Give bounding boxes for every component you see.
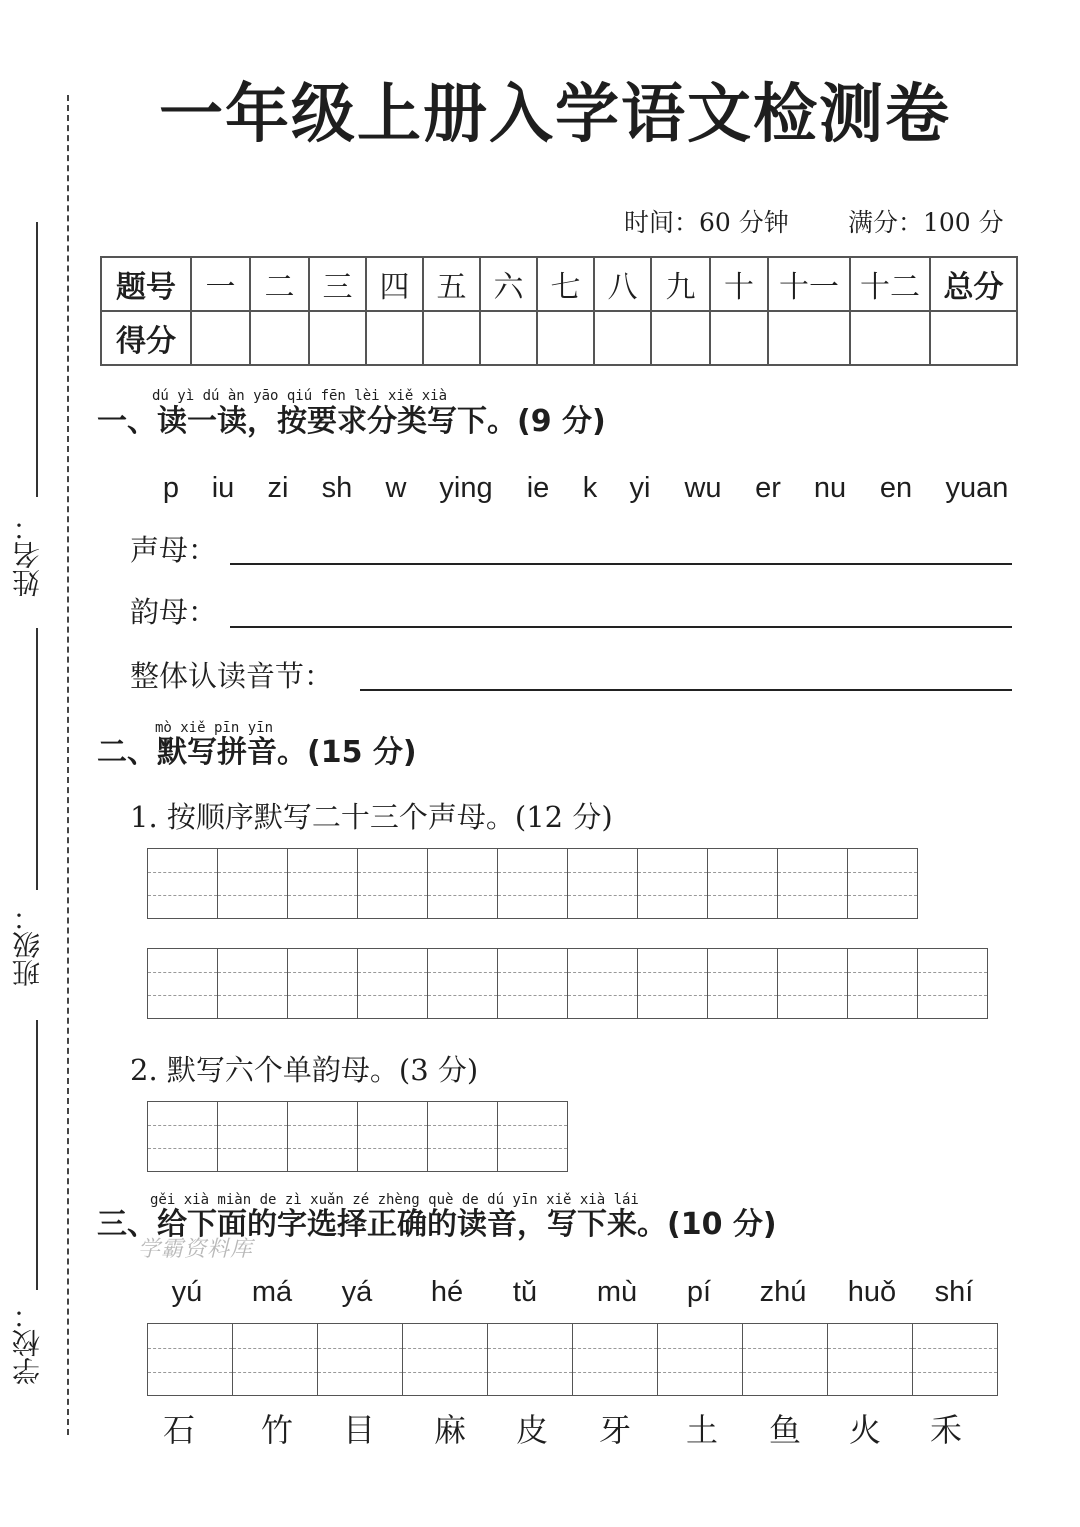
- class-write-line: [36, 628, 38, 890]
- q2-pinyin-note: mò xiě pīn yīn: [155, 720, 274, 736]
- question-number-head: 题号: [101, 257, 191, 311]
- writing-cell[interactable]: [357, 1101, 428, 1172]
- writing-cell[interactable]: [357, 848, 428, 919]
- column-head: 十一: [768, 257, 850, 311]
- column-head: 一: [191, 257, 250, 311]
- q2-sub2-title: 2. 默写六个单韵母。(3 分): [130, 1053, 479, 1087]
- score-cell[interactable]: [250, 311, 309, 365]
- writing-cell[interactable]: [637, 848, 708, 919]
- page-title: 一年级上册入学语文检测卷: [159, 78, 951, 152]
- column-head: 四: [366, 257, 423, 311]
- character-item: 鱼: [768, 1411, 802, 1449]
- writing-cell[interactable]: [742, 1323, 828, 1396]
- column-head: 十: [710, 257, 768, 311]
- letter-item: zi: [267, 472, 289, 504]
- writing-cell[interactable]: [217, 848, 288, 919]
- score-cell[interactable]: [537, 311, 594, 365]
- column-head: 二: [250, 257, 309, 311]
- yunmu-label: 韵母：: [130, 595, 218, 629]
- score-cell[interactable]: [850, 311, 930, 365]
- score-cell[interactable]: [594, 311, 651, 365]
- school-label: 学校：: [11, 1301, 44, 1385]
- score-cell[interactable]: [651, 311, 710, 365]
- letter-item: ying: [439, 472, 493, 504]
- column-head: 十二: [850, 257, 930, 311]
- yunmu-answer-line[interactable]: [230, 626, 1012, 628]
- pinyin-option: yú: [171, 1276, 203, 1308]
- q2-sub1-title: 1. 按顺序默写二十三个声母。(12 分): [130, 800, 613, 834]
- q3-answer-grid: [147, 1323, 998, 1396]
- q1-pinyin-note: dú yì dú àn yāo qiú fēn lèi xiě xià: [152, 388, 448, 404]
- yunmu-grid: [147, 1101, 568, 1172]
- letter-item: k: [582, 472, 598, 504]
- writing-cell[interactable]: [707, 848, 778, 919]
- writing-cell[interactable]: [847, 848, 918, 919]
- letter-item: yuan: [945, 472, 1009, 504]
- writing-cell[interactable]: [777, 948, 848, 1019]
- class-label: 班级：: [11, 903, 44, 987]
- zhengti-label: 整体认读音节：: [130, 659, 334, 693]
- score-row-head: 得分: [101, 311, 191, 365]
- writing-cell[interactable]: [657, 1323, 743, 1396]
- shengmu-grid-row-2: [147, 948, 988, 1019]
- q3-pinyin-row: [145, 1272, 1015, 1312]
- letter-item: yi: [629, 472, 651, 504]
- pinyin-option: má: [251, 1276, 293, 1308]
- zhengti-answer-line[interactable]: [360, 689, 1012, 691]
- score-cell[interactable]: [480, 311, 537, 365]
- writing-cell[interactable]: [637, 948, 708, 1019]
- score-cell[interactable]: [309, 311, 366, 365]
- character-item: 禾: [929, 1411, 963, 1449]
- writing-cell[interactable]: [847, 948, 918, 1019]
- pinyin-option: hé: [430, 1276, 464, 1308]
- score-table-score-row: [101, 311, 1017, 365]
- writing-cell[interactable]: [217, 948, 288, 1019]
- character-item: 目: [342, 1411, 376, 1449]
- writing-cell[interactable]: [147, 848, 218, 919]
- writing-cell[interactable]: [427, 848, 498, 919]
- score-table-header-row: [101, 257, 1017, 311]
- writing-cell[interactable]: [217, 1101, 288, 1172]
- character-item: 牙: [598, 1411, 632, 1449]
- pinyin-option: yá: [341, 1276, 373, 1308]
- letter-item: en: [879, 472, 913, 504]
- school-write-line: [36, 1020, 38, 1290]
- writing-cell[interactable]: [147, 1101, 218, 1172]
- writing-cell[interactable]: [707, 948, 778, 1019]
- writing-cell[interactable]: [497, 948, 568, 1019]
- character-item: 皮: [515, 1411, 549, 1449]
- writing-cell[interactable]: [912, 1323, 998, 1396]
- score-cell[interactable]: [366, 311, 423, 365]
- q2-title: 二、默写拼音。(15 分): [97, 735, 417, 770]
- pinyin-option: tǔ: [512, 1276, 538, 1308]
- writing-cell[interactable]: [317, 1323, 403, 1396]
- column-head: 六: [480, 257, 537, 311]
- letter-item: er: [755, 472, 781, 504]
- q3-pinyin-note: gěi xià miàn de zì xuǎn zé zhèng què de dú yīn xiě xià lái: [150, 1192, 639, 1208]
- character-item: 石: [162, 1411, 196, 1449]
- score-cell[interactable]: [423, 311, 480, 365]
- character-item: 火: [848, 1411, 882, 1449]
- name-label: 姓名：: [11, 513, 44, 597]
- character-item: 竹: [260, 1411, 294, 1449]
- pinyin-option: zhú: [759, 1276, 807, 1308]
- letter-item: nu: [813, 472, 847, 504]
- binding-dashed-line: [67, 95, 69, 1435]
- writing-cell[interactable]: [287, 948, 358, 1019]
- watermark: 学霸资料库: [138, 1237, 254, 1262]
- writing-cell[interactable]: [287, 1101, 358, 1172]
- writing-cell[interactable]: [567, 948, 638, 1019]
- column-head: 七: [537, 257, 594, 311]
- shengmu-answer-line[interactable]: [230, 563, 1012, 565]
- pinyin-option: shí: [934, 1276, 974, 1308]
- letter-item: sh: [321, 472, 353, 504]
- writing-cell[interactable]: [147, 948, 218, 1019]
- writing-cell[interactable]: [232, 1323, 318, 1396]
- writing-cell[interactable]: [497, 1101, 568, 1172]
- letter-item: iu: [211, 472, 235, 504]
- total-head: 总分: [930, 257, 1017, 311]
- letter-item: w: [385, 472, 407, 504]
- writing-cell[interactable]: [917, 948, 988, 1019]
- q3-character-row: [145, 1408, 1015, 1452]
- shengmu-grid-row-1: [147, 848, 918, 919]
- writing-cell[interactable]: [427, 948, 498, 1019]
- writing-cell[interactable]: [487, 1323, 573, 1396]
- writing-cell[interactable]: [402, 1323, 488, 1396]
- character-item: 麻: [433, 1411, 467, 1449]
- writing-cell[interactable]: [777, 848, 848, 919]
- score-table: [100, 256, 1018, 366]
- writing-cell[interactable]: [357, 948, 428, 1019]
- column-head: 八: [594, 257, 651, 311]
- letter-item: ie: [526, 472, 550, 504]
- writing-cell[interactable]: [287, 848, 358, 919]
- q1-letter-row: [150, 468, 1020, 508]
- letter-item: wu: [684, 472, 722, 504]
- column-head: 九: [651, 257, 710, 311]
- writing-cell[interactable]: [147, 1323, 233, 1396]
- score-cell-total[interactable]: [930, 311, 1017, 365]
- letter-item: p: [162, 472, 180, 504]
- writing-cell[interactable]: [497, 848, 568, 919]
- name-write-line: [36, 222, 38, 497]
- q1-title: 一、读一读，按要求分类写下。(9 分): [97, 404, 606, 439]
- full-score-info: 满分：100 分: [848, 208, 1004, 237]
- pinyin-option: pí: [686, 1276, 712, 1308]
- score-cell[interactable]: [768, 311, 850, 365]
- column-head: 三: [309, 257, 366, 311]
- column-head: 五: [423, 257, 480, 311]
- character-item: 土: [685, 1411, 719, 1449]
- score-cell[interactable]: [710, 311, 768, 365]
- writing-cell[interactable]: [572, 1323, 658, 1396]
- writing-cell[interactable]: [567, 848, 638, 919]
- score-cell[interactable]: [191, 311, 250, 365]
- writing-cell[interactable]: [427, 1101, 498, 1172]
- q3-title: 三、给下面的字选择正确的读音，写下来。(10 分): [97, 1207, 777, 1242]
- time-info: 时间：60 分钟: [624, 208, 789, 237]
- pinyin-option: mù: [596, 1276, 638, 1308]
- shengmu-label: 声母：: [130, 533, 218, 567]
- pinyin-option: huǒ: [847, 1276, 897, 1308]
- writing-cell[interactable]: [827, 1323, 913, 1396]
